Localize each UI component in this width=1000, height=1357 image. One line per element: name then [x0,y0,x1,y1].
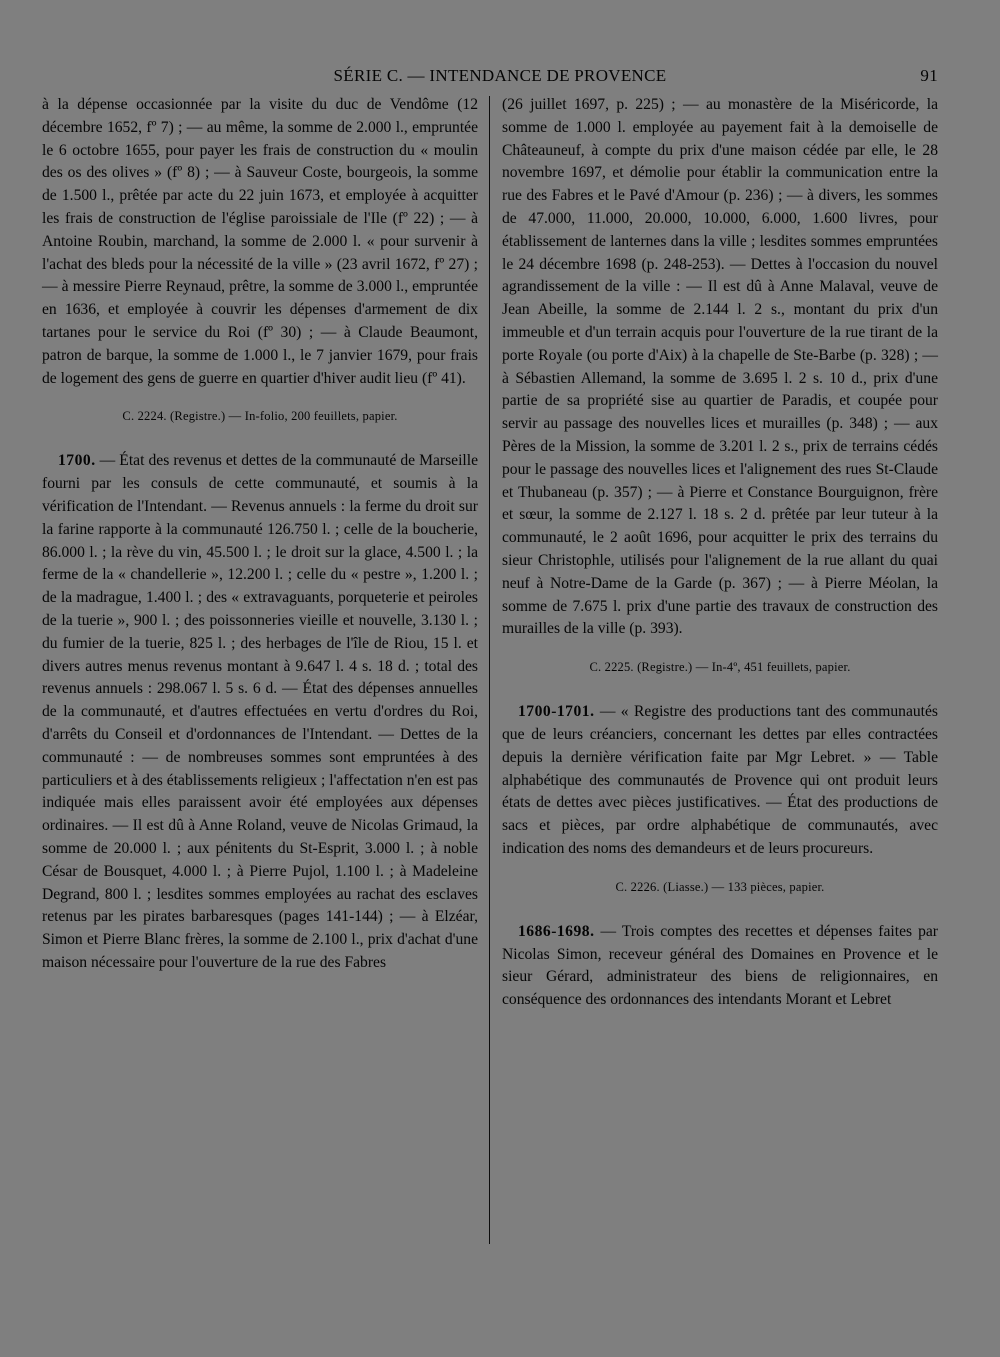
entry-year: 1700-1701. [518,703,595,721]
entry-text: — État des revenus et dettes de la communauté de Marseille fourni par les consuls de cette communauté, et soumis à la vérification de l'Intendant. — Revenus annuels : la ferme du droit sur la farine rapporte à la communauté 126.750 l. ; celle de la boucherie, 86.000 l. ; la rève du vin, 45.500 l. ; le droit sur la glace, 4.500 l. ; la ferme de la « chandellerie », 12.200 l. ; celle du « pestre », 1.200 l. ; de la madrague, 1.400 l. ; des « extravaguants, porqueterie et peiroles de la tuerie », 900 l. ; des poissonneries vieille et nouvelle, 3.130 l. ; du fumier de la tuerie, 825 l. ; des herbages de l'île de Riou, 15 l. et divers autres menus revenus montant à 9.647 l. 4 s. 18 d. ; total des revenus annuels : 298.067 l. 5 s. 6 d. — État des dépenses annuelles de la communauté, et d'autres effectuées en vertu d'ordres du Roi, d'arrêts du Conseil et d'ordonnances de l'Intendant. — Dettes de la communauté : — de nombreuses sommes sont empruntées à des particuliers et à des établissements religieux ; l'affectation n'en est pas indiquée mais elles paraissent avoir été employées aux dépenses ordinaires. — Il est dû à Anne Roland, veuve de Nicolas Grimaud, la somme de 20.000 l. ; aux pénitents du St-Esprit, 3.000 l. ; à noble César de Bousquet, 4.000 l. ; à Pierre Pujol, 1.100 l. ; à Madeleine Degrand, 800 l. ; lesdites sommes employées au rachat des esclaves retenus par les pirates barbaresques (pages 141-144) ; — à Elzéar, Simon et Pierre Blanc frères, la somme de 2.100 l., prix d'achat d'une maison nécessaire pour l'ouverture de la rue des Fabres [42,452,478,971]
column-divider [489,96,490,1244]
entry-year: 1700. [58,452,96,470]
entry-2224 [42,450,478,974]
entry-text: — « Registre des productions tant des communautés que de leurs créanciers, concernant les dettes par elles contractées depuis la dernière vérification faite par Mgr Lebret. » — Table alphabétique des communautés de Provence qui ont produit leurs états de dettes avec pièces justificatives. — État des productions de sacs et pièces, par ordre alphabétique de communautés, avec indication des noms des demandeurs et de leurs procureurs. [502,703,938,857]
page-header [0,66,1000,92]
entry-2225 [502,701,938,861]
archive-reference-2225: C. 2225. (Registre.) — In-4º, 451 feuillets, papier. [589,660,851,675]
archive-reference-2226: C. 2226. (Liasse.) — 133 pièces, papier. [615,879,825,894]
entry-text: — Trois comptes des recettes et dépenses faites par Nicolas Simon, receveur général des Domaines en Provence et le sieur Gérard, administrateur des biens de religionnaires, en conséquence des ordonnances des intendants Morant et Lebret [502,922,938,1009]
entry-year: 1686-1698. [518,922,595,940]
running-title: SÉRIE C. — INTENDANCE DE PROVENCE [333,66,667,85]
right-column [502,94,938,1012]
left-column [42,94,478,975]
right-paragraph-1: (26 juillet 1697, p. 225) ; — au monastère de la Miséricorde, la somme de 1.000 l. employée au payement fait à la demoiselle de Châteauneuf, à compte du prix d'une maison cédée par elle, le 28 novembre 1697, et démolie pour établir la communication entre la rue des Fabres et le Pavé d'Amour (p. 236) ; — à divers, les sommes de 47.000, 11.000, 20.000, 10.000, 6.000, 1.600 livres, pour établissement de lanternes dans la ville ; lesdites sommes empruntées le 24 décembre 1698 (p. 248-253). — Dettes à l'occasion du nouvel agrandissement de la ville : — Il est dû à Anne Malaval, veuve de Jean Abeille, la somme de 2.144 l. 2 s., montant du prix d'un immeuble et d'un terrain acquis pour l'ouverture de la rue tirant de la porte Royale (ou porte d'Aix) à la chapelle de Ste-Barbe (p. 328) ; — à Sébastien Allemand, la somme de 3.695 l. 2 s. 10 d., prix d'une partie de sa propriété sise au quartier de Paradis, et coupée pour servir au passage des nouvelles lices et murailles (p. 348) ; — aux Pères de la Mission, la somme de 3.201 l. 2 s., prix de terrains cédés pour le passage des nouvelles lices et l'alignement des rues St-Claude et Thubaneau (p. 357) ; — à Pierre et Constance Bourguignon, frère et sœur, la somme de 2.127 l. 18 s. 2 d. prêtée par leur tuteur à la communauté, le 2 août 1696, pour acquitter le prix des terrains du sieur Christophle, utilisés pour l'alignement de la rue allant du quai neuf à Notre-Dame de la Garde (p. 367) ; — à Pierre Méolan, la somme de 7.675 l. prix d'une partie des travaux de construction des murailles de la ville (p. 393). [502,96,938,638]
entry-2226 [502,921,938,1012]
page-number: 91 [920,66,938,85]
archive-reference-2224: C. 2224. (Registre.) — In-folio, 200 feuillets, papier. [122,409,398,424]
left-paragraph-1: à la dépense occasionnée par la visite du duc de Vendôme (12 décembre 1652, fº 7) ; — au même, la somme de 2.000 l., empruntée le 6 octobre 1655, pour payer les frais de construction du « moulin des os des olives » (fº 8) ; — à Sauveur Coste, bourgeois, la somme de 1.500 l., prêtée par acte du 22 juin 1673, et employée à acquitter les frais de construction de l'église paroissiale de l'Ile (fº 22) ; — à Antoine Roubin, marchand, la somme de 2.000 l. « pour survenir à l'achat des bleds pour la nécessité de la ville » (23 avril 1672, fº 27) ; — à messire Pierre Reynaud, prêtre, la somme de 3.000 l., empruntée en 1636, et employée à couvrir les dépenses d'armement de dix tartanes pour le service du Roi (fº 30) ; — à Claude Beaumont, patron de barque, la somme de 1.000 l., le 7 janvier 1679, pour frais de logement des gens de guerre en quartier d'hiver audit lieu (fº 41). [42,96,478,387]
